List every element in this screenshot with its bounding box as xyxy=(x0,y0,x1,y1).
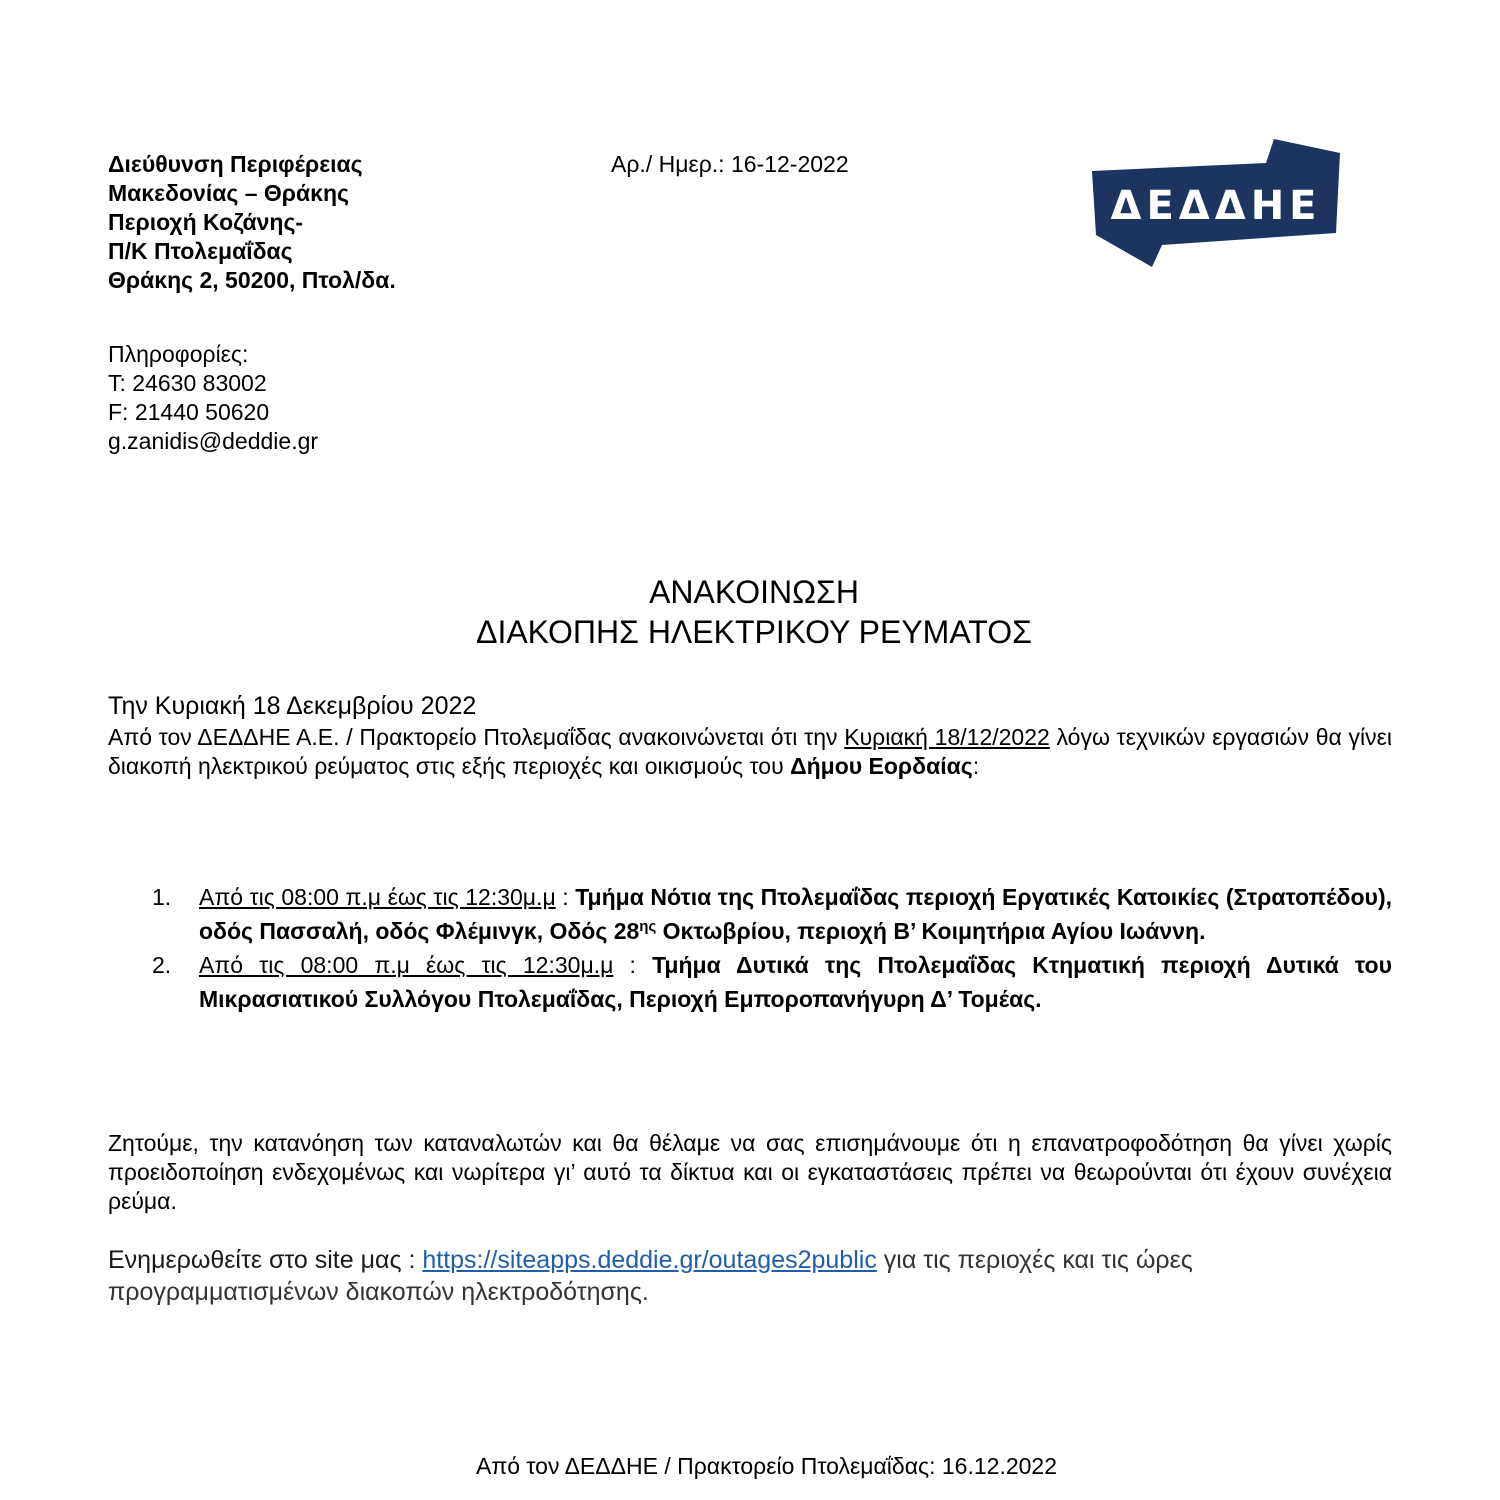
intro-text: Από τον ΔΕΔΔΗΕ Α.Ε. / Πρακτορείο Πτολεμαΐδας ανακοινώνεται ότι την xyxy=(108,724,845,750)
list-item-separator: : xyxy=(555,884,576,910)
intro-date: Κυριακή 18/12/2022 xyxy=(844,724,1050,750)
list-item-sup: ης xyxy=(639,918,657,935)
outage-list xyxy=(108,880,1392,1016)
contact-fax: F: 21440 50620 xyxy=(108,399,270,425)
list-item-area: Τμήμα Δυτικά της Πτολεμαΐδας Κτηματική περιοχή Δυτικά του Μικρασιατικού Συλλόγου Πτολεμαΐδας, Περιοχή Εμποροπανήγυρη Δ’ Τομέας. xyxy=(199,952,1392,1012)
list-item xyxy=(108,880,1392,948)
logo-text: ΔΕΔΔΗΕ xyxy=(1110,183,1322,229)
list-item-number: 1. xyxy=(152,884,172,910)
title-line-2: ΔΙΑΚΟΠΗΣ ΗΛΕΚΤΡΙΚΟΥ ΡΕΥΜΑΤΟΣ xyxy=(476,614,1032,650)
reference-date: Αρ./ Ημερ.: 16-12-2022 xyxy=(611,151,849,177)
outages-link[interactable]: https://siteapps.deddie.gr/outages2public xyxy=(422,1246,877,1274)
footer-signature: Από τον ΔΕΔΔΗΕ / Πρακτορείο Πτολεμαΐδας: 16.12.2022 xyxy=(476,1453,1057,1479)
sender-address xyxy=(108,150,396,295)
announcement-title xyxy=(0,572,1500,652)
contact-info xyxy=(108,340,318,456)
request-paragraph: Ζητούμε, την κατανόηση των καταναλωτών και θα θέλαμε να σας επισημάνουμε ότι η επανατροφοδότηση θα γίνει χωρίς προειδοποίηση ενδεχομένως και νωρίτερα γι’ αυτό τα δίκτυα και οι εγκαταστάσεις πρέπει να θεωρούνται ότι έχουν συνέχεια ρεύμα. xyxy=(108,1130,1392,1214)
outage-date-heading: Την Κυριακή 18 Δεκεμβρίου 2022 xyxy=(108,692,477,720)
address-line: Διεύθυνση Περιφέρειας xyxy=(108,151,363,177)
contact-email: g.zanidis@deddie.gr xyxy=(108,428,319,454)
deddie-logo xyxy=(1092,139,1340,267)
contact-phone: Τ: 24630 83002 xyxy=(108,370,267,396)
list-item-time: Από τις 08:00 π.μ έως τις 12:30μ.μ xyxy=(199,952,614,978)
list-item-area: Τμήμα Νότια της Πτολεμαΐδας περιοχή Εργατικές Κατοικίες (Στρατοπέδου), οδός Πασσαλή, οδός Φλέμινγκ, Οδός $28^{\eta\varsigma}$ Οκτωβρίου, περιοχή Β’ Κοιμητήρια Αγίου Ιωάννη. xyxy=(199,884,1392,944)
site-prefix: Ενημερωθείτε στο site μας : xyxy=(108,1246,423,1274)
list-item xyxy=(108,948,1392,1016)
intro-text: λόγω τεχνικών εργασιών θα γίνει διακοπή ηλεκτρικού ρεύματος στις εξής περιοχές και οικισμούς του xyxy=(108,724,1392,779)
contact-label: Πληροφορίες: xyxy=(108,341,249,367)
address-line: Θράκης 2, 50200, Πτολ/δα. xyxy=(108,267,396,293)
site-info xyxy=(108,1244,1398,1308)
address-line: Περιοχή Κοζάνης- xyxy=(108,209,304,235)
list-item-time: Από τις 08:00 π.μ έως τις 12:30μ.μ xyxy=(199,884,556,910)
intro-municipality: Δήμου Εορδαίας xyxy=(790,753,973,779)
site-suffix: για τις περιοχές και τις ώρες προγραμματισμένων διακοπών ηλεκτροδότησης. xyxy=(108,1246,1193,1306)
intro-text: : xyxy=(972,753,980,779)
list-item-separator: : xyxy=(613,952,653,978)
intro-paragraph xyxy=(108,723,1392,781)
title-line-1: ΑΝΑΚΟΙΝΩΣΗ xyxy=(649,574,859,610)
address-line: Μακεδονίας – Θράκης xyxy=(108,180,349,206)
list-item-number: 2. xyxy=(152,952,172,978)
address-line: Π/Κ Πτολεμαΐδας xyxy=(108,238,293,264)
